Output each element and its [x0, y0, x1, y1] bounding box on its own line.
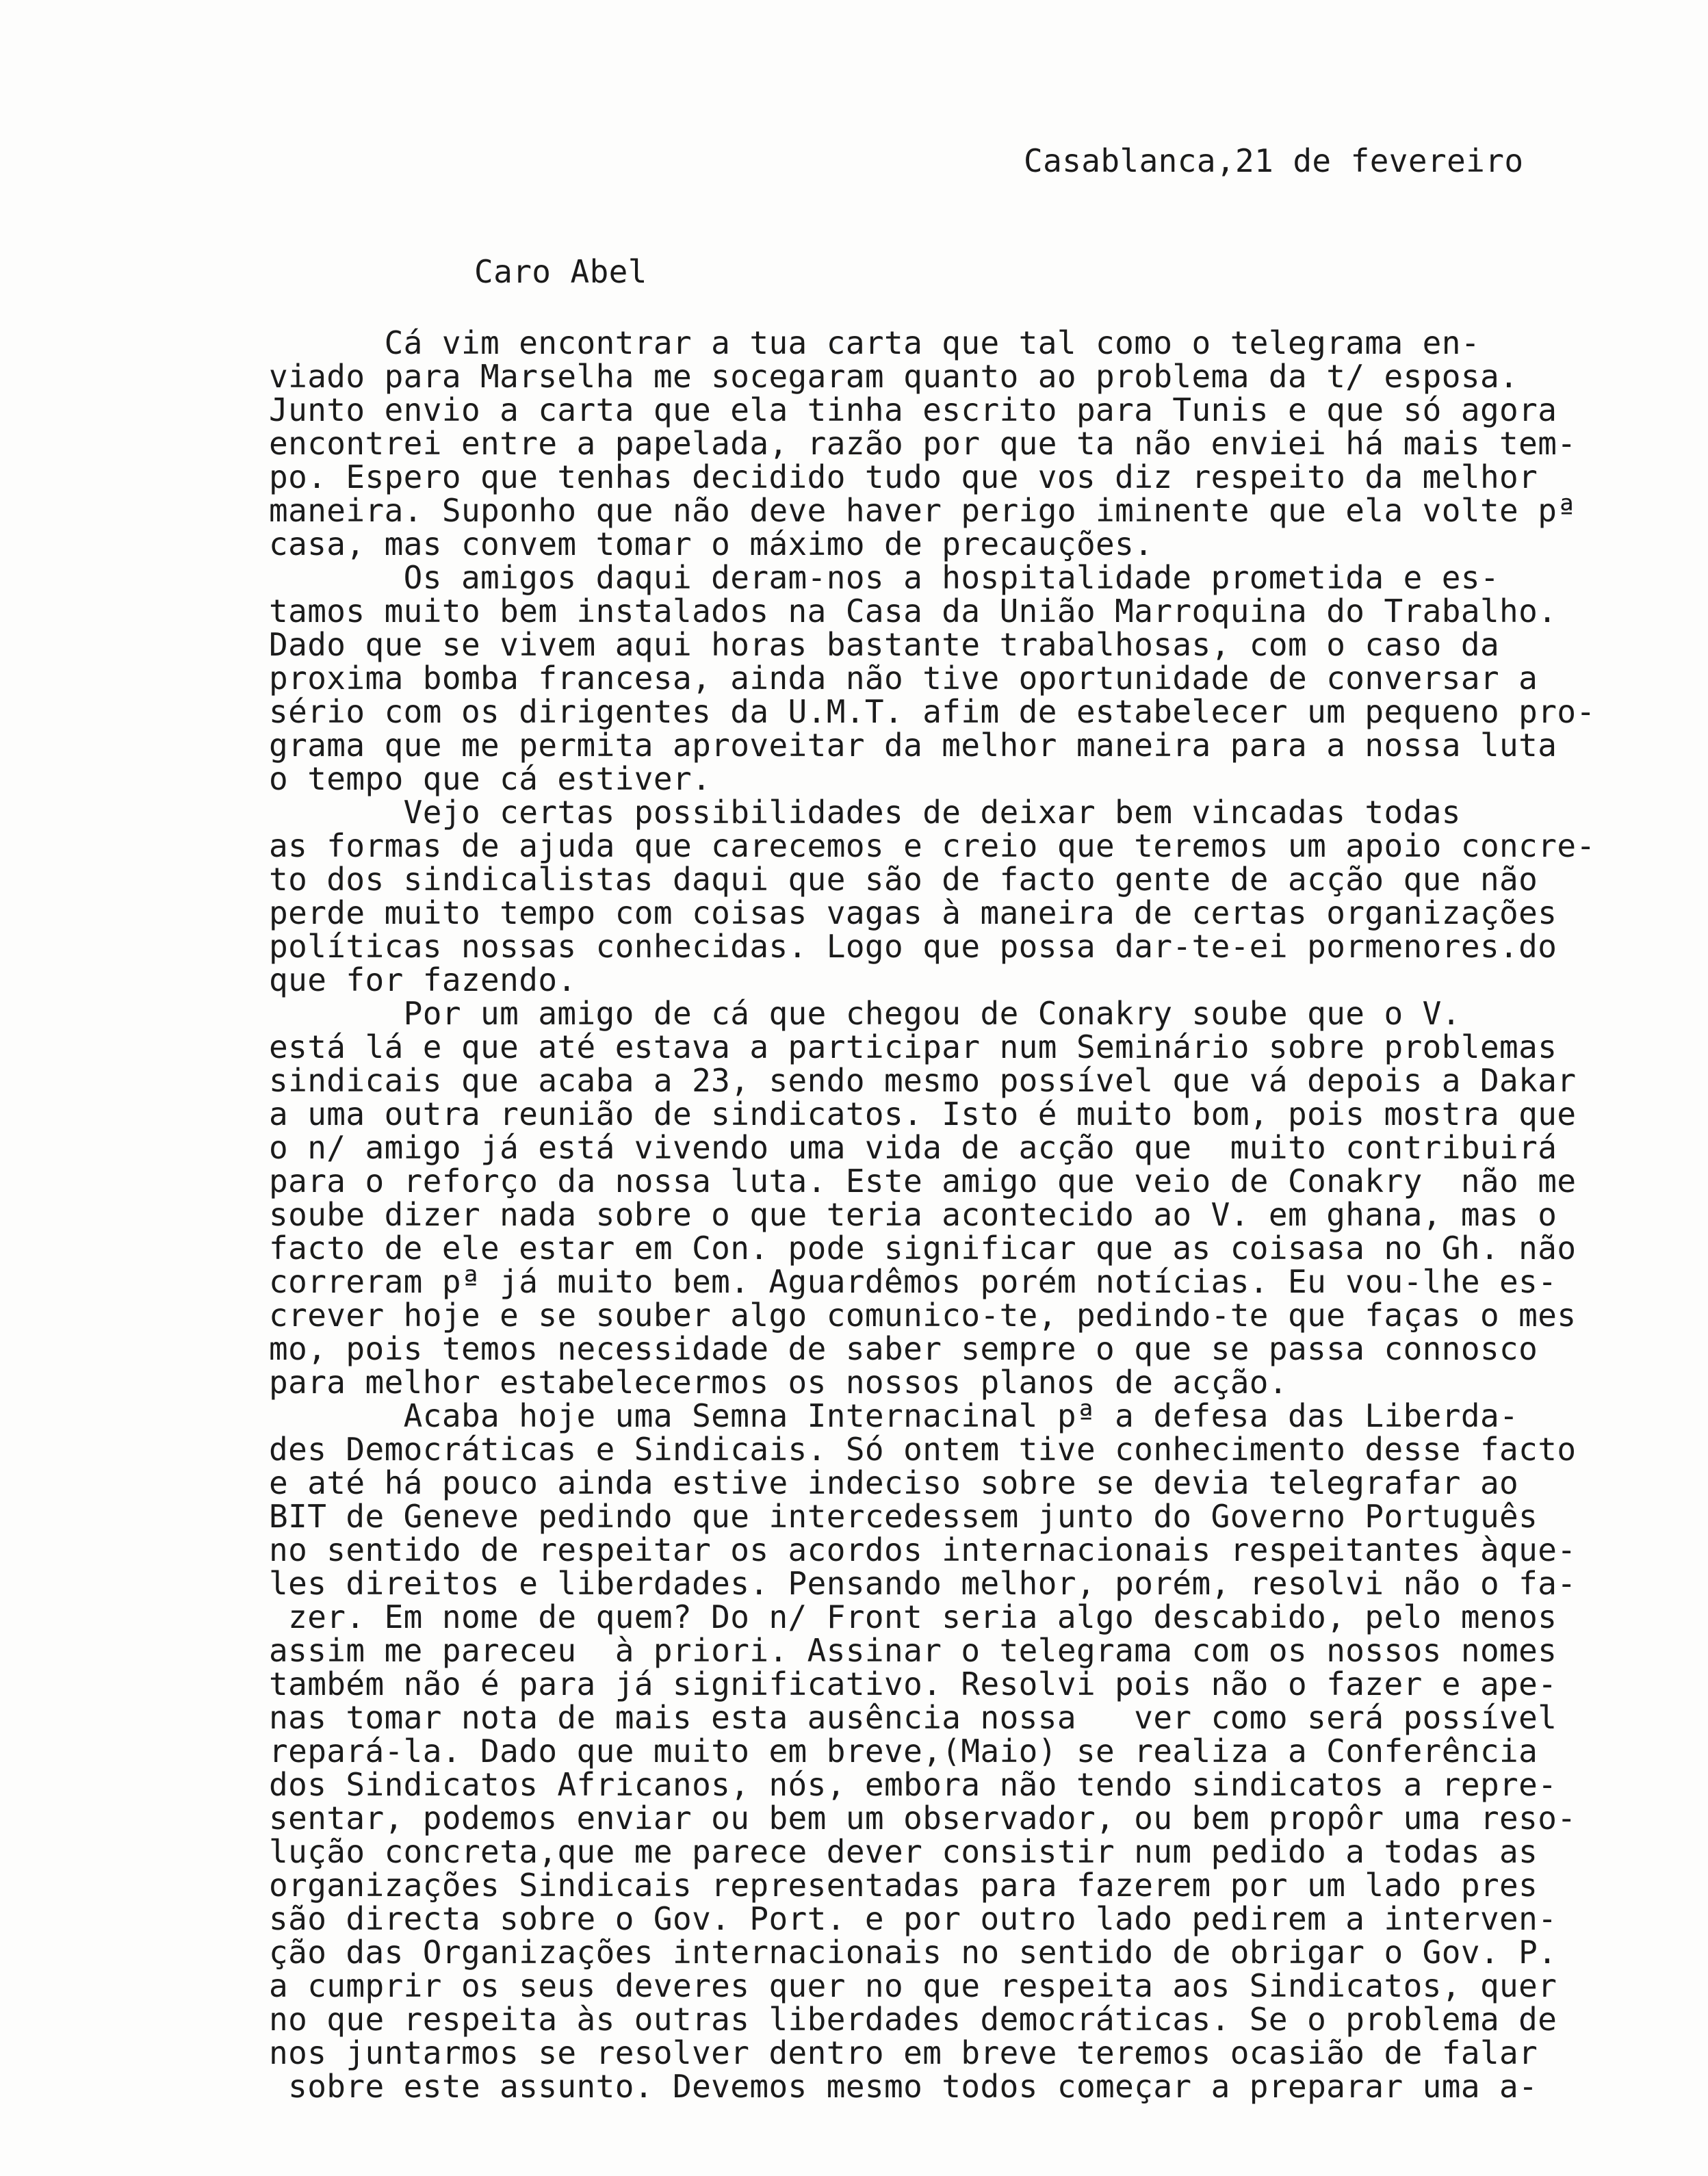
body-line: a cumprir os seus deveres quer no que respeita aos Sindicatos, quer: [269, 1967, 1557, 2004]
body-line: Cá vim encontrar a tua carta que tal como o telegrama en-: [269, 324, 1480, 361]
body-line: assim me pareceu à priori. Assinar o telegrama com os nossos nomes: [269, 1632, 1557, 1669]
body-line: casa, mas convem tomar o máximo de precauções.: [269, 526, 1154, 562]
body-line: to dos sindicalistas daqui que são de facto gente de acção que não: [269, 861, 1538, 898]
body-line: zer. Em nome de quem? Do n/ Front seria algo descabido, pelo menos: [269, 1598, 1557, 1635]
body-line: são directa sobre o Gov. Port. e por outro lado pedirem a interven-: [269, 1900, 1557, 1937]
body-line: Vejo certas possibilidades de deixar bem vincadas todas: [269, 794, 1461, 831]
body-line: também não é para já significativo. Resolvi pois não o fazer e ape-: [269, 1666, 1557, 1702]
body-line: sentar, podemos enviar ou bem um observador, ou bem propôr uma reso-: [269, 1800, 1577, 1837]
body-line: facto de ele estar em Con. pode significar que as coisasa no Gh. não: [269, 1230, 1577, 1267]
body-line: mo, pois temos necessidade de saber sempre o que se passa connosco: [269, 1330, 1538, 1367]
body-line: que for fazendo.: [269, 961, 577, 998]
body-line: no que respeita às outras liberdades democráticas. Se o problema de: [269, 2001, 1557, 2038]
body-line: BIT de Geneve pedindo que intercedessem junto do Governo Português: [269, 1498, 1538, 1535]
body-line: Acaba hoje uma Semna Internacinal pª a defesa das Liberda-: [269, 1397, 1519, 1434]
dateline: Casablanca,21 de fevereiro: [1024, 142, 1524, 179]
body-line: políticas nossas conhecidas. Logo que possa dar-te-ei pormenores.do: [269, 928, 1557, 965]
body-line: para melhor estabelecermos os nossos planos de acção.: [269, 1364, 1288, 1401]
salutation: Caro Abel: [474, 253, 647, 290]
body-line: les direitos e liberdades. Pensando melhor, porém, resolvi não o fa-: [269, 1565, 1577, 1602]
body-line: maneira. Suponho que não deve haver perigo iminente que ela volte pª: [269, 492, 1577, 529]
body-line: tamos muito bem instalados na Casa da União Marroquina do Trabalho.: [269, 593, 1557, 630]
body-line: perde muito tempo com coisas vagas à maneira de certas organizações: [269, 894, 1557, 931]
body-line: dos Sindicatos Africanos, nós, embora não tendo sindicatos a repre-: [269, 1766, 1557, 1803]
body-line: Junto envio a carta que ela tinha escrito para Tunis e que só agora: [269, 391, 1557, 428]
body-line: sindicais que acaba a 23, sendo mesmo possível que vá depois a Dakar: [269, 1062, 1577, 1099]
body-line: Por um amigo de cá que chegou de Conakry soube que o V.: [269, 995, 1461, 1032]
body-line: nas tomar nota de mais esta ausência nossa ver como será possível: [269, 1699, 1557, 1736]
body-line: viado para Marselha me socegaram quanto ao problema da t/ esposa.: [269, 358, 1519, 395]
body-line: proxima bomba francesa, ainda não tive oportunidade de conversar a: [269, 660, 1538, 697]
body-line: po. Espero que tenhas decidido tudo que vos diz respeito da melhor: [269, 458, 1538, 495]
body-line: Dado que se vivem aqui horas bastante trabalhosas, com o caso da: [269, 626, 1500, 663]
body-line: correram pª já muito bem. Aguardêmos porém notícias. Eu vou-lhe es-: [269, 1263, 1557, 1300]
body-line: e até há pouco ainda estive indeciso sobre se devia telegrafar ao: [269, 1464, 1519, 1501]
body-line: Os amigos daqui deram-nos a hospitalidade prometida e es-: [269, 559, 1500, 596]
body-line: no sentido de respeitar os acordos internacionais respeitantes àque-: [269, 1531, 1577, 1568]
body-line: nos juntarmos se resolver dentro em breve teremos ocasião de falar: [269, 2034, 1538, 2071]
body-line: encontrei entre a papelada, razão por que ta não enviei há mais tem-: [269, 425, 1577, 462]
body-line: sério com os dirigentes da U.M.T. afim de estabelecer um pequeno pro-: [269, 693, 1596, 730]
body-line: grama que me permita aproveitar da melhor maneira para a nossa luta: [269, 727, 1557, 764]
body-line: des Democráticas e Sindicais. Só ontem tive conhecimento desse facto: [269, 1431, 1577, 1468]
body-line: o n/ amigo já está vivendo uma vida de acção que muito contribuirá: [269, 1129, 1557, 1166]
body-line: sobre este assunto. Devemos mesmo todos começar a preparar uma a-: [269, 2068, 1538, 2105]
body-line: organizações Sindicais representadas para fazerem por um lado pres: [269, 1867, 1538, 1904]
body-line: está lá e que até estava a participar num Seminário sobre problemas: [269, 1028, 1557, 1065]
body-line: ção das Organizações internacionais no sentido de obrigar o Gov. P.: [269, 1934, 1557, 1971]
body-line: lução concreta,que me parece dever consistir num pedido a todas as: [269, 1833, 1538, 1870]
body-line: soube dizer nada sobre o que teria acontecido ao V. em ghana, mas o: [269, 1196, 1557, 1233]
body-line: a uma outra reunião de sindicatos. Isto é muito bom, pois mostra que: [269, 1096, 1577, 1132]
body-line: o tempo que cá estiver.: [269, 760, 712, 797]
body-line: para o reforço da nossa luta. Este amigo que veio de Conakry não me: [269, 1163, 1577, 1200]
body-line: as formas de ajuda que carecemos e creio que teremos um apoio concre-: [269, 827, 1596, 864]
body-line: crever hoje e se souber algo comunico-te, pedindo-te que faças o mes: [269, 1297, 1577, 1334]
body-line: repará-la. Dado que muito em breve,(Maio) se realiza a Conferência: [269, 1733, 1538, 1770]
